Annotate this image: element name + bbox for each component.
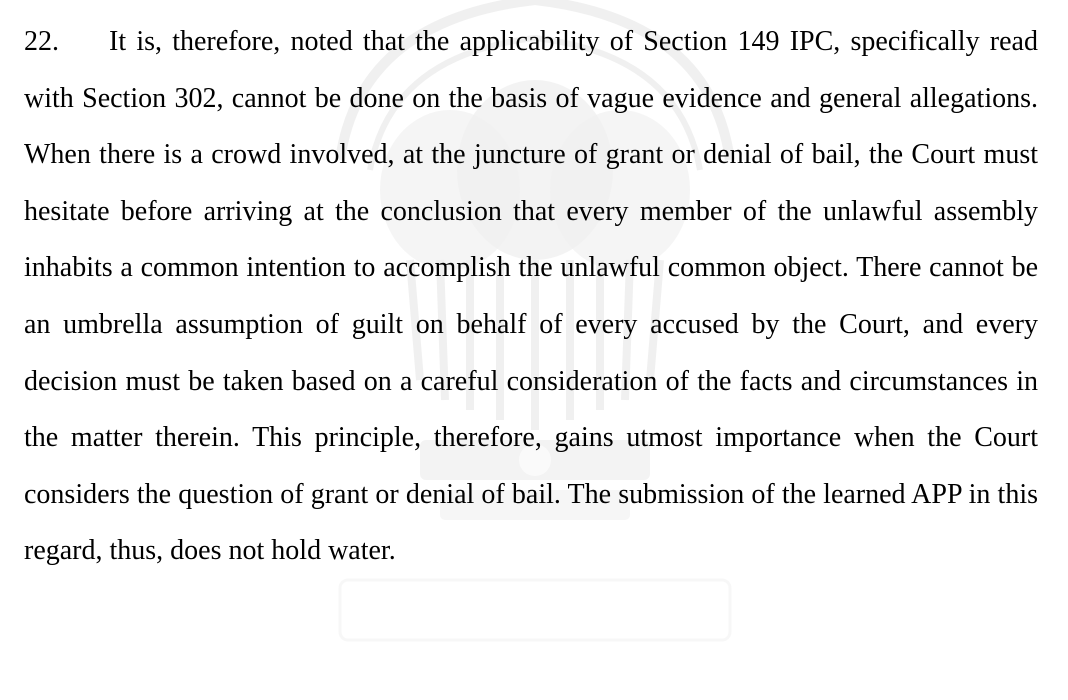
document-content: [24, 14, 1038, 580]
paragraph-22: [24, 14, 1038, 580]
paragraph-text: It is, therefore, noted that the applicability of Section 149 IPC, specifically read with Section 302, cannot be done on the basis of vague evidence and general allegations. When there is a crowd involved, at the juncture of grant or denial of bail, the Court must hesitate before arriving at the conclusion that every member of the unlawful assembly inhabits a common intention to accomplish the unlawful common object. There cannot be an umbrella assumption of guilt on behalf of every accused by the Court, and every decision must be taken based on a careful consideration of the facts and circumstances in the matter therein. This principle, therefore, gains utmost importance when the Court considers the question of grant or denial of bail. The submission of the learned APP in this regard, thus, does not hold water.: [24, 26, 1038, 567]
paragraph-number: 22.: [24, 26, 59, 57]
